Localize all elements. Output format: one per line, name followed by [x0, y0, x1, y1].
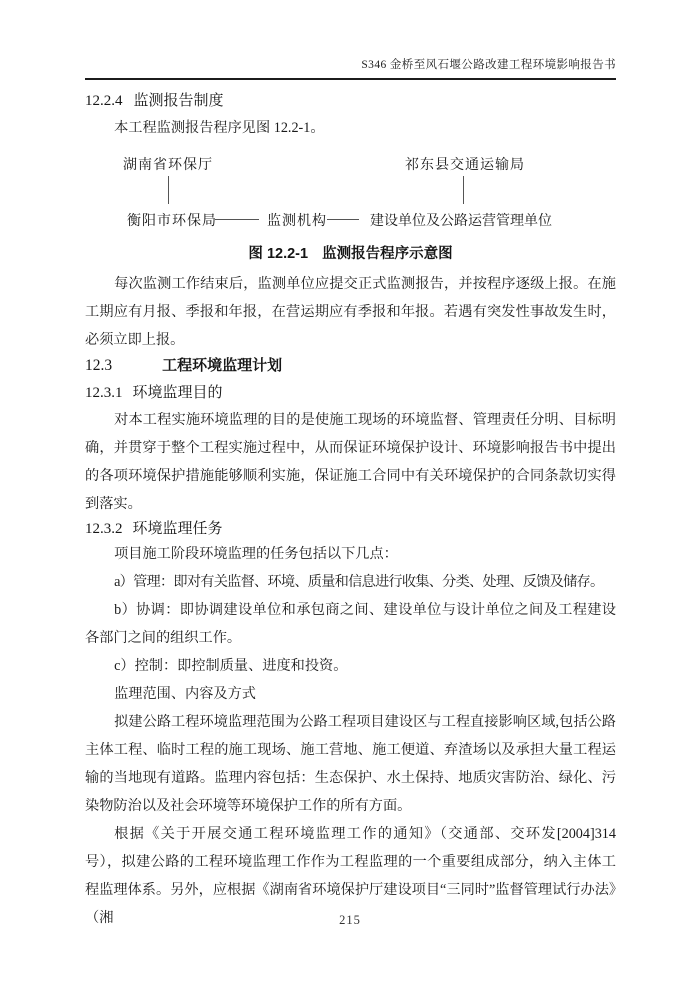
diagram-node-city-epa: 衡阳市环保局 — [127, 214, 217, 229]
paragraph-basis-body: 根据《关于开展交通工程环境监理工作的通知》（交通部、交环发[2004]314 号），拟建公路的工程环境监理工作作为工程监理的一个重要组成部分，纳入主体工程监理体系。另外，应根据《湖南省环境保护厅建设项目“三同时”监督管理试行办法》（湘 — [85, 826, 616, 926]
page-number: 215 — [339, 913, 361, 927]
figure-caption — [85, 242, 616, 266]
paragraph-scope-body: 拟建公路工程环境监理范围为公路工程项目建设区与工程直接影响区域,包括公路主体工程、临时工程的施工现场、施工营地、施工便道、弃渣场以及承担大量工程运输的当地现有道路。监理内容包括：生态保护、水土保持、地质灾害防治、绿化、污染物防治以及社会环境等环境保护工作的所有方面。 — [85, 714, 616, 814]
page-content — [85, 0, 616, 932]
paragraph-task-b: b）协调：即协调建设单位和承包商之间、建设单位与设计单位之间及工程建设各部门之间的组织工作。 — [85, 602, 616, 646]
paragraph-task-a: a）管理：即对有关监督、环境、质量和信息进行收集、分类、处理、反馈及储存。 — [114, 574, 604, 590]
paragraph-report-procedure: 每次监测工作结束后，监测单位应提交正式监测报告，并按程序逐级上报。在施工期应有月报、季报和年报，在营运期应有季报和年报。若遇有突发性事故发生时，必须立即上报。 — [85, 276, 616, 348]
diagram-connector-horizontal-right — [327, 219, 359, 220]
section-number: 12.3.1 — [85, 385, 123, 401]
running-header-title: S346 金桥至风石堰公路改建工程环境影响报告书 — [361, 59, 616, 71]
diagram-connector-horizontal-left — [215, 219, 259, 220]
diagram-node-county-transport: 祁东县交通运输局 — [405, 158, 525, 173]
diagram-connector-vertical-right — [463, 176, 464, 204]
paragraph-task-c: c）控制：即控制质量、进度和投资。 — [114, 658, 348, 674]
diagram-node-provincial-epa: 湖南省环保厅 — [123, 158, 213, 173]
section-heading-12-3-1 — [85, 382, 616, 404]
section-number: 12.2.4 — [85, 93, 123, 109]
section-title: 监测报告制度 — [133, 93, 224, 109]
diagram-node-monitor-org: 监测机构 — [267, 214, 327, 229]
running-header — [85, 0, 616, 80]
diagram-node-owner-operator: 建设单位及公路运营管理单位 — [370, 214, 552, 229]
section-heading-12-3-2 — [85, 518, 616, 540]
diagram-connector-vertical-left — [168, 176, 169, 204]
section-number: 12.3 — [85, 357, 113, 374]
section-title: 环境监理目的 — [132, 385, 223, 401]
section-heading-12-2-4 — [85, 90, 616, 112]
figure-monitor-report-diagram — [85, 152, 616, 238]
paragraph-tasks-intro: 项目施工阶段环境监理的任务包括以下几点： — [114, 546, 398, 562]
section-heading-12-3 — [85, 354, 616, 378]
figure-caption-title: 监测报告程序示意图 — [322, 246, 453, 262]
section-title: 环境监理任务 — [132, 521, 223, 537]
paragraph-figure-intro: 本工程监测报告程序见图 12.2-1。 — [114, 120, 325, 136]
paragraph-purpose: 对本工程实施环境监理的目的是使施工现场的环境监督、管理责任分明、目标明确，并贯穿于整个工程实施过程中，从而保证环境保护设计、环境影响报告书中提出的各项环境保护措施能够顺利实施，保证施工合同中有关环境保护的合同条款切实得到落实。 — [85, 412, 616, 512]
section-number: 12.3.2 — [85, 521, 123, 537]
paragraph-scope-heading: 监理范围、内容及方式 — [114, 686, 256, 702]
section-title: 工程环境监理计划 — [162, 357, 283, 374]
figure-caption-label: 图 12.2-1 — [248, 246, 309, 262]
